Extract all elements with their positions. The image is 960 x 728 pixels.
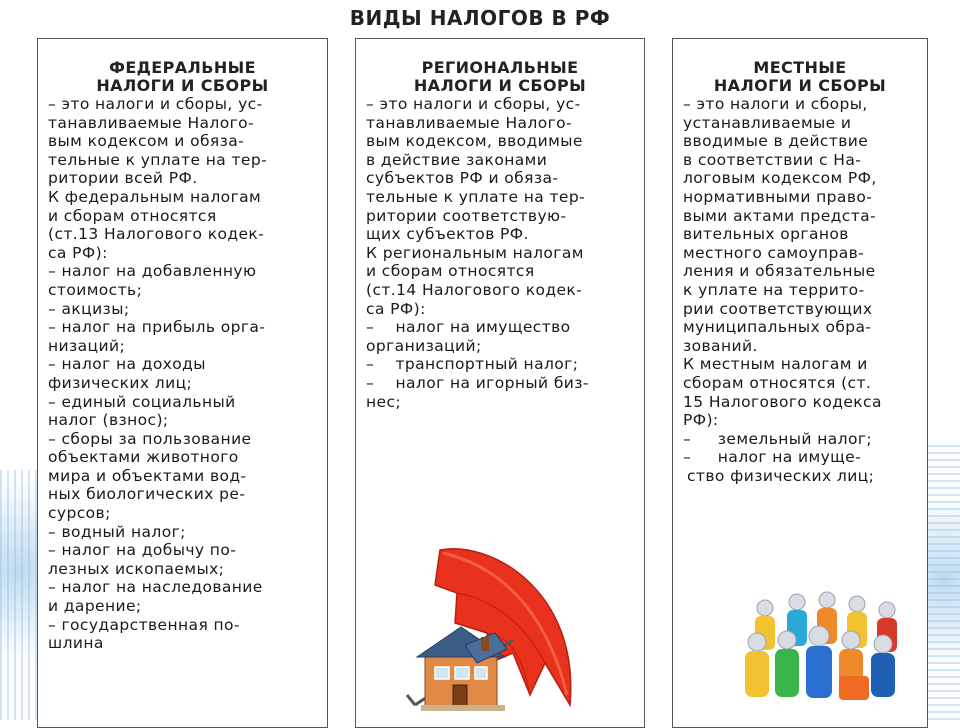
list-item: – единый социальный	[48, 392, 236, 411]
definition-line: вым кодексом и обяза-	[48, 132, 245, 151]
column-heading	[38, 59, 327, 95]
definition-line: танавливаемые Налого-	[48, 113, 255, 132]
definition-line: субъектов РФ и обяза-	[366, 169, 559, 188]
intro-line: К местным налогам и	[683, 355, 868, 374]
list-item: – транспортный налог;	[366, 355, 579, 374]
definition-line: ритории всей РФ.	[48, 169, 198, 188]
definition-line: устанавливаемые и	[683, 113, 852, 132]
intro-line: (ст.14 Налогового кодек-	[366, 280, 583, 299]
definition-line: – это налоги и сборы,	[683, 95, 868, 113]
list-item: – налог на имуще-	[683, 448, 862, 467]
intro-line: и сборам относятся	[366, 262, 535, 281]
definition-line: муниципальных обра-	[683, 318, 872, 337]
column-federal-taxes	[37, 38, 328, 728]
tax-list	[683, 430, 919, 486]
definition-line: вым кодексом, вводимые	[366, 132, 583, 151]
intro-line: К региональным налогам	[366, 243, 584, 262]
intro-line: са РФ):	[48, 243, 108, 262]
heading-line: НАЛОГИ И СБОРЫ	[413, 76, 587, 95]
definition-line: тельные к уплате на тер-	[366, 187, 586, 206]
definition-line: тельные к уплате на тер-	[48, 150, 268, 169]
definition-line: зований.	[683, 336, 758, 355]
heading-line: НАЛОГИ И СБОРЫ	[96, 76, 269, 95]
list-item: – налог на доходы	[48, 355, 206, 374]
intro-line: К федеральным налогам	[48, 187, 262, 206]
heading-line: НАЛОГИ И СБОРЫ	[713, 76, 887, 95]
column-body	[356, 95, 644, 411]
list-item: – налог на прибыль орга-	[48, 318, 266, 337]
definition-line: танавливаемые Налого-	[366, 113, 573, 132]
definition-line: нормативными право-	[683, 187, 873, 206]
list-item: мира и объектами вод-	[48, 466, 247, 485]
list-item: и дарение;	[48, 597, 142, 616]
list-item: – акцизы;	[48, 299, 130, 318]
definition-line: ритории соответствую-	[366, 206, 567, 225]
list-item: – земельный налог;	[683, 429, 872, 448]
definition-line: местного самоуправ-	[683, 243, 865, 262]
list-item: – сборы за пользование	[48, 429, 252, 448]
definition-line: логовым кодексом РФ,	[683, 169, 877, 188]
tax-list	[366, 318, 636, 411]
definition-line: в соответствии с На-	[683, 150, 862, 169]
list-item: – налог на добычу по-	[48, 541, 237, 560]
intro-line: са РФ):	[366, 299, 426, 318]
intro-line: сборам относятся (ст.	[683, 373, 872, 392]
list-item: нес;	[366, 392, 402, 411]
definition-line: – это налоги и сборы, ус-	[366, 95, 581, 113]
definition-line: щих субъектов РФ.	[366, 225, 529, 244]
list-item: – налог на добавленную	[48, 262, 257, 281]
list-item: – налог на имущество	[366, 318, 571, 337]
column-heading	[673, 59, 927, 95]
column-heading	[356, 59, 644, 95]
list-item: – водный налог;	[48, 522, 186, 541]
list-item: шлина	[48, 634, 104, 653]
list-item: – государственная по-	[48, 615, 240, 634]
list-item: физических лиц;	[48, 373, 193, 392]
heading-line: МЕСТНЫЕ	[753, 58, 847, 77]
list-item: организаций;	[366, 336, 482, 355]
definition-line: выми актами предста-	[683, 206, 877, 225]
heading-line: ФЕДЕРАЛЬНЫЕ	[109, 58, 256, 77]
people-group-illustration	[735, 590, 915, 710]
definition-line: в действие законами	[366, 150, 548, 169]
intro-line: РФ):	[683, 411, 719, 430]
list-item: лезных ископаемых;	[48, 559, 225, 578]
list-item: налог (взнос);	[48, 411, 169, 430]
list-item: – налог на наследование	[48, 578, 263, 597]
list-item: сурсов;	[48, 504, 111, 523]
decorative-background-left	[0, 470, 40, 720]
tax-list	[48, 262, 319, 652]
list-item: низаций;	[48, 336, 126, 355]
list-item: объектами животного	[48, 448, 239, 467]
definition-line: вительных органов	[683, 225, 849, 244]
definition-line: к уплате на террито-	[683, 280, 865, 299]
list-item: ных биологических ре-	[48, 485, 246, 504]
list-item: стоимость;	[48, 280, 143, 299]
page-title: ВИДЫ НАЛОГОВ В РФ	[349, 6, 611, 30]
list-item: ство физических лиц;	[687, 466, 875, 485]
intro-line: (ст.13 Налогового кодек-	[48, 225, 265, 244]
decorative-background-right	[924, 440, 960, 720]
umbrella-house-illustration	[395, 545, 595, 715]
definition-line: вводимые в действие	[683, 132, 869, 151]
list-item: – налог на игорный биз-	[366, 373, 589, 392]
definition-line: рии соответствующих	[683, 299, 873, 318]
column-body	[673, 95, 927, 485]
heading-line: РЕГИОНАЛЬНЫЕ	[421, 58, 579, 77]
column-body	[38, 95, 327, 653]
intro-line: и сборам относятся	[48, 206, 217, 225]
intro-line: 15 Налогового кодекса	[683, 392, 882, 411]
definition-line: – это налоги и сборы, ус-	[48, 95, 263, 113]
definition-line: ления и обязательные	[683, 262, 876, 281]
